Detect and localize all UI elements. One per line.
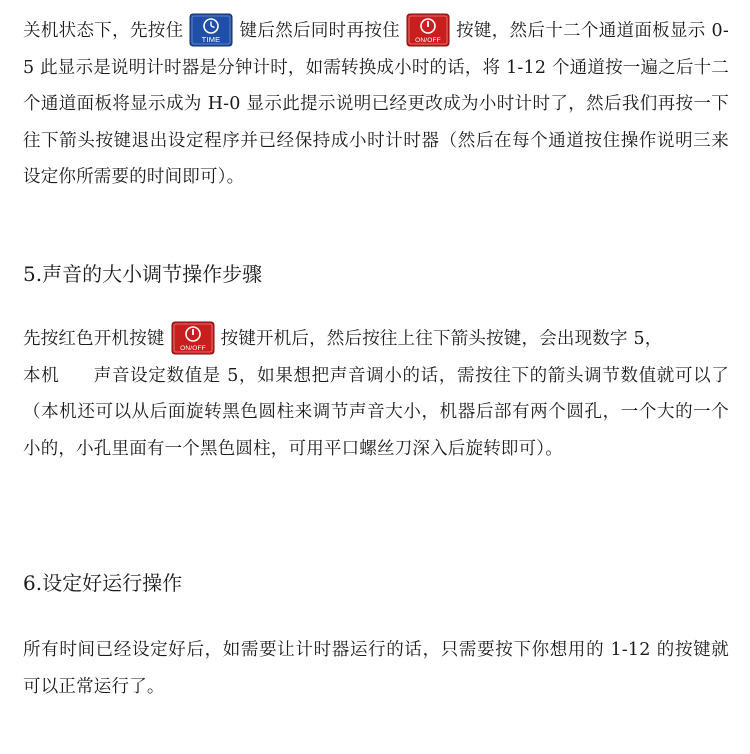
svg-text:ON/OFF: ON/OFF bbox=[179, 344, 206, 352]
svg-text:ON/OFF: ON/OFF bbox=[415, 36, 441, 44]
power-icon bbox=[171, 321, 215, 355]
svg-text:TIME: TIME bbox=[202, 34, 221, 44]
timer-text-1: 关机状态下，先按住 bbox=[23, 21, 184, 41]
section-5-heading: 5.声音的大小调节操作步骤 bbox=[23, 262, 263, 286]
volume-text-4: 声音设定数值是 5，如果想把声音调小的话，需按往下的箭头调节数值就可以了（本机还可以从后面旋转黑色圆柱来调节声音大小，机器后部有两个圆孔，一个大的一个小的，小孔里面有一个黑色圆柱，可用平口螺丝刀深入后旋转即可）。 bbox=[23, 365, 729, 459]
timer-mode-paragraph bbox=[23, 13, 729, 196]
volume-text-2: 按键开机后，然后按往上往下箭头按键，会出现数字 5， bbox=[220, 329, 663, 349]
power-button-image bbox=[406, 13, 450, 47]
section-6-heading: 6.设定好运行操作 bbox=[23, 571, 183, 595]
timer-text-3: 按键，然后十二个通道面板显示 0-5 此显示是说明计时器是分钟计时，如需转换成小时的话，将 1-12 个通道按一遍之后十二个通道面板将显示成为 H-0 显示此提示说明已经更改成为小时计时了，然后我们再按一下往下箭头按键退出设定程序并已经保持成小时计时器（然后在每个通道按住操作说明三来设定你所需要的时间即可）。 bbox=[23, 21, 729, 187]
power-button-image-2 bbox=[171, 321, 215, 355]
clock-icon bbox=[189, 13, 233, 47]
power-icon bbox=[406, 13, 450, 47]
volume-paragraph bbox=[23, 321, 729, 467]
volume-text-3: 本机 bbox=[23, 365, 60, 386]
run-paragraph: 所有时间已经设定好后，如需要让计时器运行的话，只需要按下你想用的 1-12 的按键就可以正常运行了。 bbox=[23, 640, 729, 697]
volume-text-1: 先按红色开机按键 bbox=[23, 329, 165, 349]
time-button-image bbox=[189, 13, 233, 47]
timer-text-2: 键后然后同时再按住 bbox=[239, 21, 400, 41]
